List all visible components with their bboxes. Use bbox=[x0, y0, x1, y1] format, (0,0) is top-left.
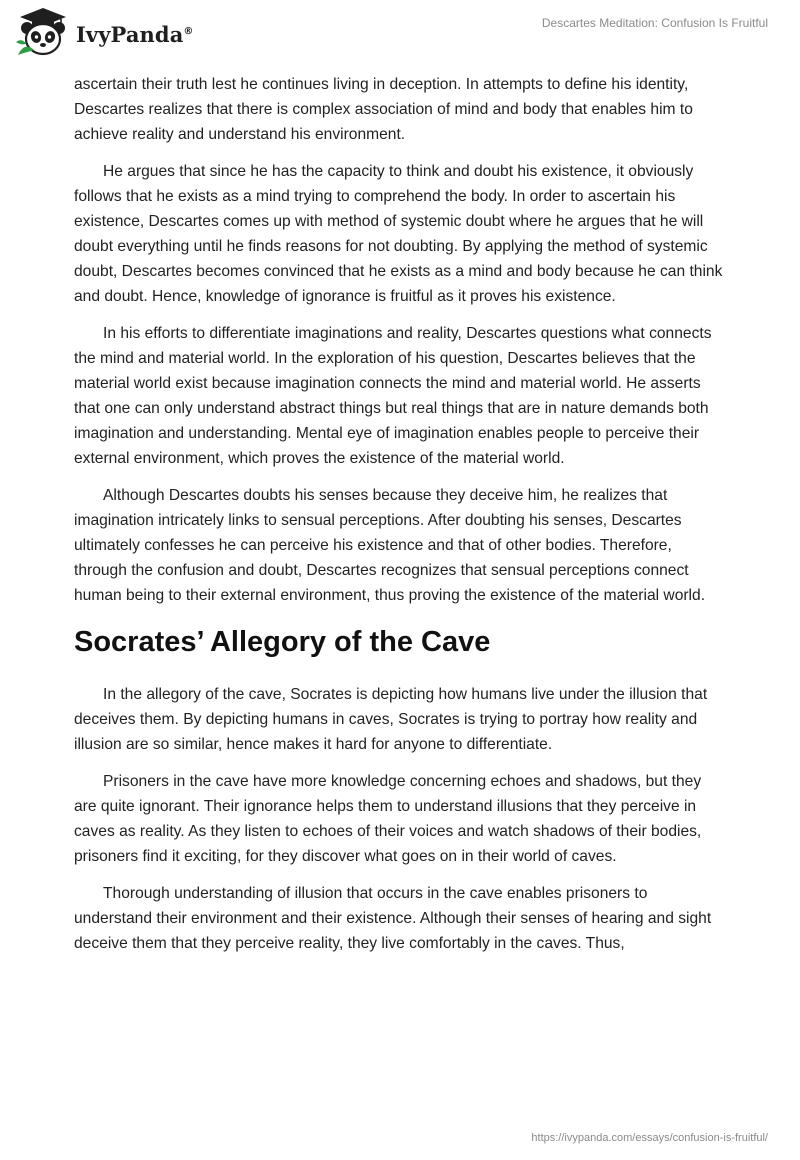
paragraph: Prisoners in the cave have more knowledge concerning echoes and shadows, but they are quite ignorant. Their ignorance helps them to understand illusions that they perceive in caves as reality. As they listen to echoes of their voices and watch shadows of their bodies, prisoners find it exciting, for they discover what goes on in their world of caves. bbox=[74, 773, 702, 865]
paragraph: He argues that since he has the capacity to think and doubt his existence, it obviously follows that he exists as a mind trying to comprehend the body. In order to ascertain his existence, Descartes comes up with method of systemic doubt where he argues that he will doubt everything until he finds reasons for not doubting. By applying the method of systemic doubt, Descartes becomes convinced that he exists as a mind and body because he can think and doubt. Hence, knowledge of ignorance is fruitful as it proves his existence. bbox=[74, 163, 723, 305]
page-header bbox=[0, 0, 800, 70]
paragraph: Although Descartes doubts his senses because they deceive him, he realizes that imagination intricately links to sensual perceptions. After doubting his senses, Descartes ultimately confesses he can perceive his existence and that of other bodies. Therefore, through the confusion and doubt, Descartes recognizes that sensual perceptions connect human being to their external environment, thus proving the existence of the material world. bbox=[74, 487, 706, 604]
brand-text: IvyPanda bbox=[76, 21, 184, 47]
brand-name bbox=[76, 22, 194, 47]
panda-graduate-icon bbox=[14, 6, 72, 58]
section-heading: Socrates’ Allegory of the Cave bbox=[74, 626, 491, 658]
paragraph: In his efforts to differentiate imaginations and reality, Descartes questions what connects the mind and material world. In the exploration of his question, Descartes believes that the material world exist because imagination connects the mind and material world. He asserts that one can only understand abstract things but real things that are in nature demands both imagination and understanding. Mental eye of imagination enables people to perceive their external environment, which proves the existence of the material world. bbox=[74, 325, 712, 467]
paragraph: ascertain their truth lest he continues living in deception. In attempts to define his identity, Descartes realizes that there is complex association of mind and body that enables him to achieve reality and understand his environment. bbox=[74, 76, 693, 143]
paragraph: In the allegory of the cave, Socrates is depicting how humans live under the illusion that deceives them. By depicting humans in caves, Socrates is trying to portray how reality and illusion are so similar, hence makes it hard for anyone to differentiate. bbox=[74, 686, 708, 753]
ivypanda-logo[interactable] bbox=[14, 6, 194, 58]
document-title: Descartes Meditation: Confusion Is Fruitful bbox=[541, 16, 768, 30]
paragraph: Thorough understanding of illusion that occurs in the cave enables prisoners to understand their environment and their existence. Although their senses of hearing and sight deceive them that they perceive reality, they live comfortably in the caves. Thus, bbox=[74, 885, 712, 952]
registered-mark: ® bbox=[183, 25, 194, 37]
essay-body bbox=[74, 72, 724, 968]
source-url[interactable]: https://ivypanda.com/essays/confusion-is-fruitful/ bbox=[531, 1132, 768, 1144]
